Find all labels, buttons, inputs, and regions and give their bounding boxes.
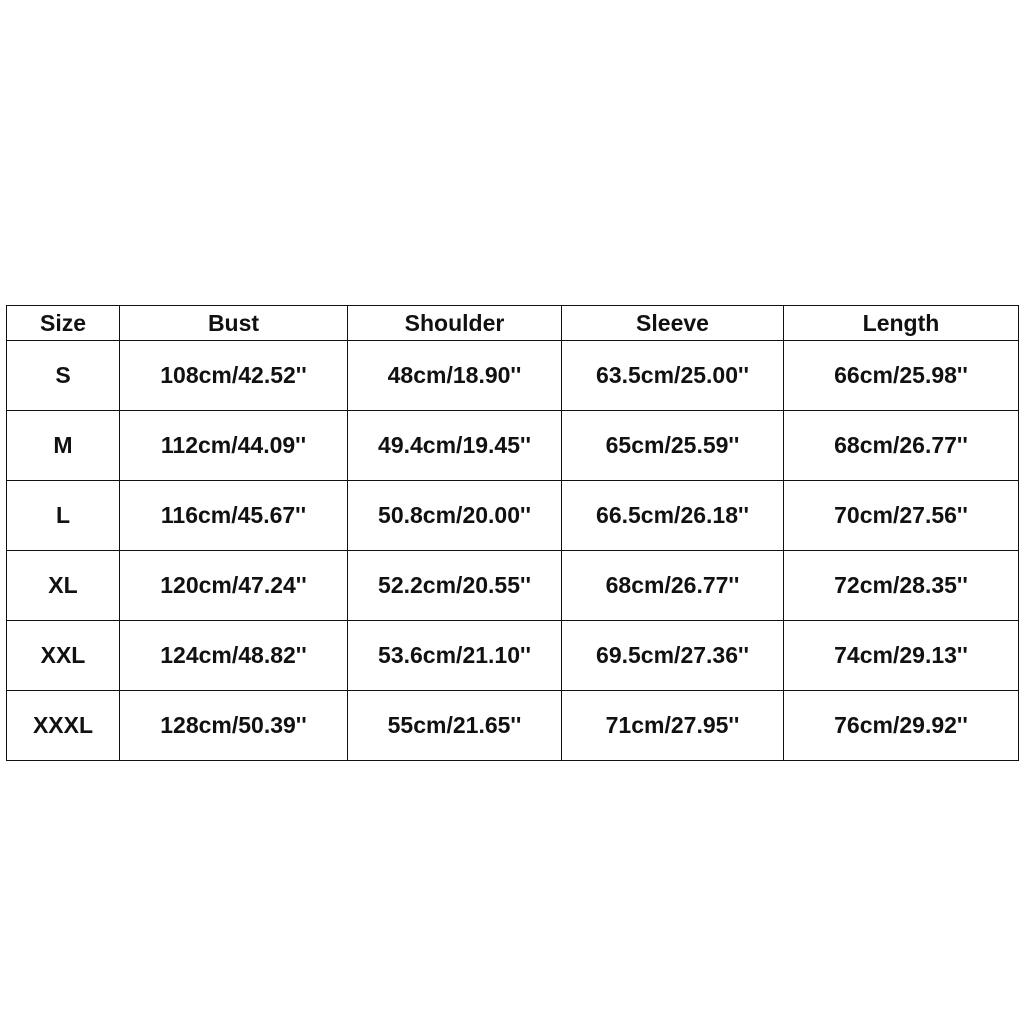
cell-shoulder: 52.2cm/20.55'' — [348, 551, 562, 621]
cell-size: XXL — [7, 621, 120, 691]
cell-length: 68cm/26.77'' — [784, 411, 1019, 481]
cell-size: M — [7, 411, 120, 481]
cell-shoulder: 53.6cm/21.10'' — [348, 621, 562, 691]
cell-length: 76cm/29.92'' — [784, 691, 1019, 761]
cell-sleeve: 63.5cm/25.00'' — [562, 341, 784, 411]
cell-length: 66cm/25.98'' — [784, 341, 1019, 411]
cell-size: S — [7, 341, 120, 411]
size-chart-table — [6, 305, 1019, 761]
cell-shoulder: 55cm/21.65'' — [348, 691, 562, 761]
cell-length: 72cm/28.35'' — [784, 551, 1019, 621]
cell-sleeve: 69.5cm/27.36'' — [562, 621, 784, 691]
cell-sleeve: 66.5cm/26.18'' — [562, 481, 784, 551]
header-shoulder: Shoulder — [348, 306, 562, 341]
cell-bust: 108cm/42.52'' — [120, 341, 348, 411]
table-row — [7, 481, 1019, 551]
header-sleeve: Sleeve — [562, 306, 784, 341]
cell-bust: 128cm/50.39'' — [120, 691, 348, 761]
cell-shoulder: 48cm/18.90'' — [348, 341, 562, 411]
cell-bust: 124cm/48.82'' — [120, 621, 348, 691]
cell-shoulder: 50.8cm/20.00'' — [348, 481, 562, 551]
cell-bust: 120cm/47.24'' — [120, 551, 348, 621]
cell-length: 74cm/29.13'' — [784, 621, 1019, 691]
table-row — [7, 411, 1019, 481]
table-row — [7, 691, 1019, 761]
cell-bust: 112cm/44.09'' — [120, 411, 348, 481]
table-row — [7, 341, 1019, 411]
cell-sleeve: 68cm/26.77'' — [562, 551, 784, 621]
cell-bust: 116cm/45.67'' — [120, 481, 348, 551]
cell-sleeve: 65cm/25.59'' — [562, 411, 784, 481]
cell-size: XL — [7, 551, 120, 621]
table-row — [7, 621, 1019, 691]
cell-size: XXXL — [7, 691, 120, 761]
header-bust: Bust — [120, 306, 348, 341]
cell-sleeve: 71cm/27.95'' — [562, 691, 784, 761]
cell-length: 70cm/27.56'' — [784, 481, 1019, 551]
table-row — [7, 551, 1019, 621]
cell-size: L — [7, 481, 120, 551]
header-row — [7, 306, 1019, 341]
header-size: Size — [7, 306, 120, 341]
header-length: Length — [784, 306, 1019, 341]
cell-shoulder: 49.4cm/19.45'' — [348, 411, 562, 481]
